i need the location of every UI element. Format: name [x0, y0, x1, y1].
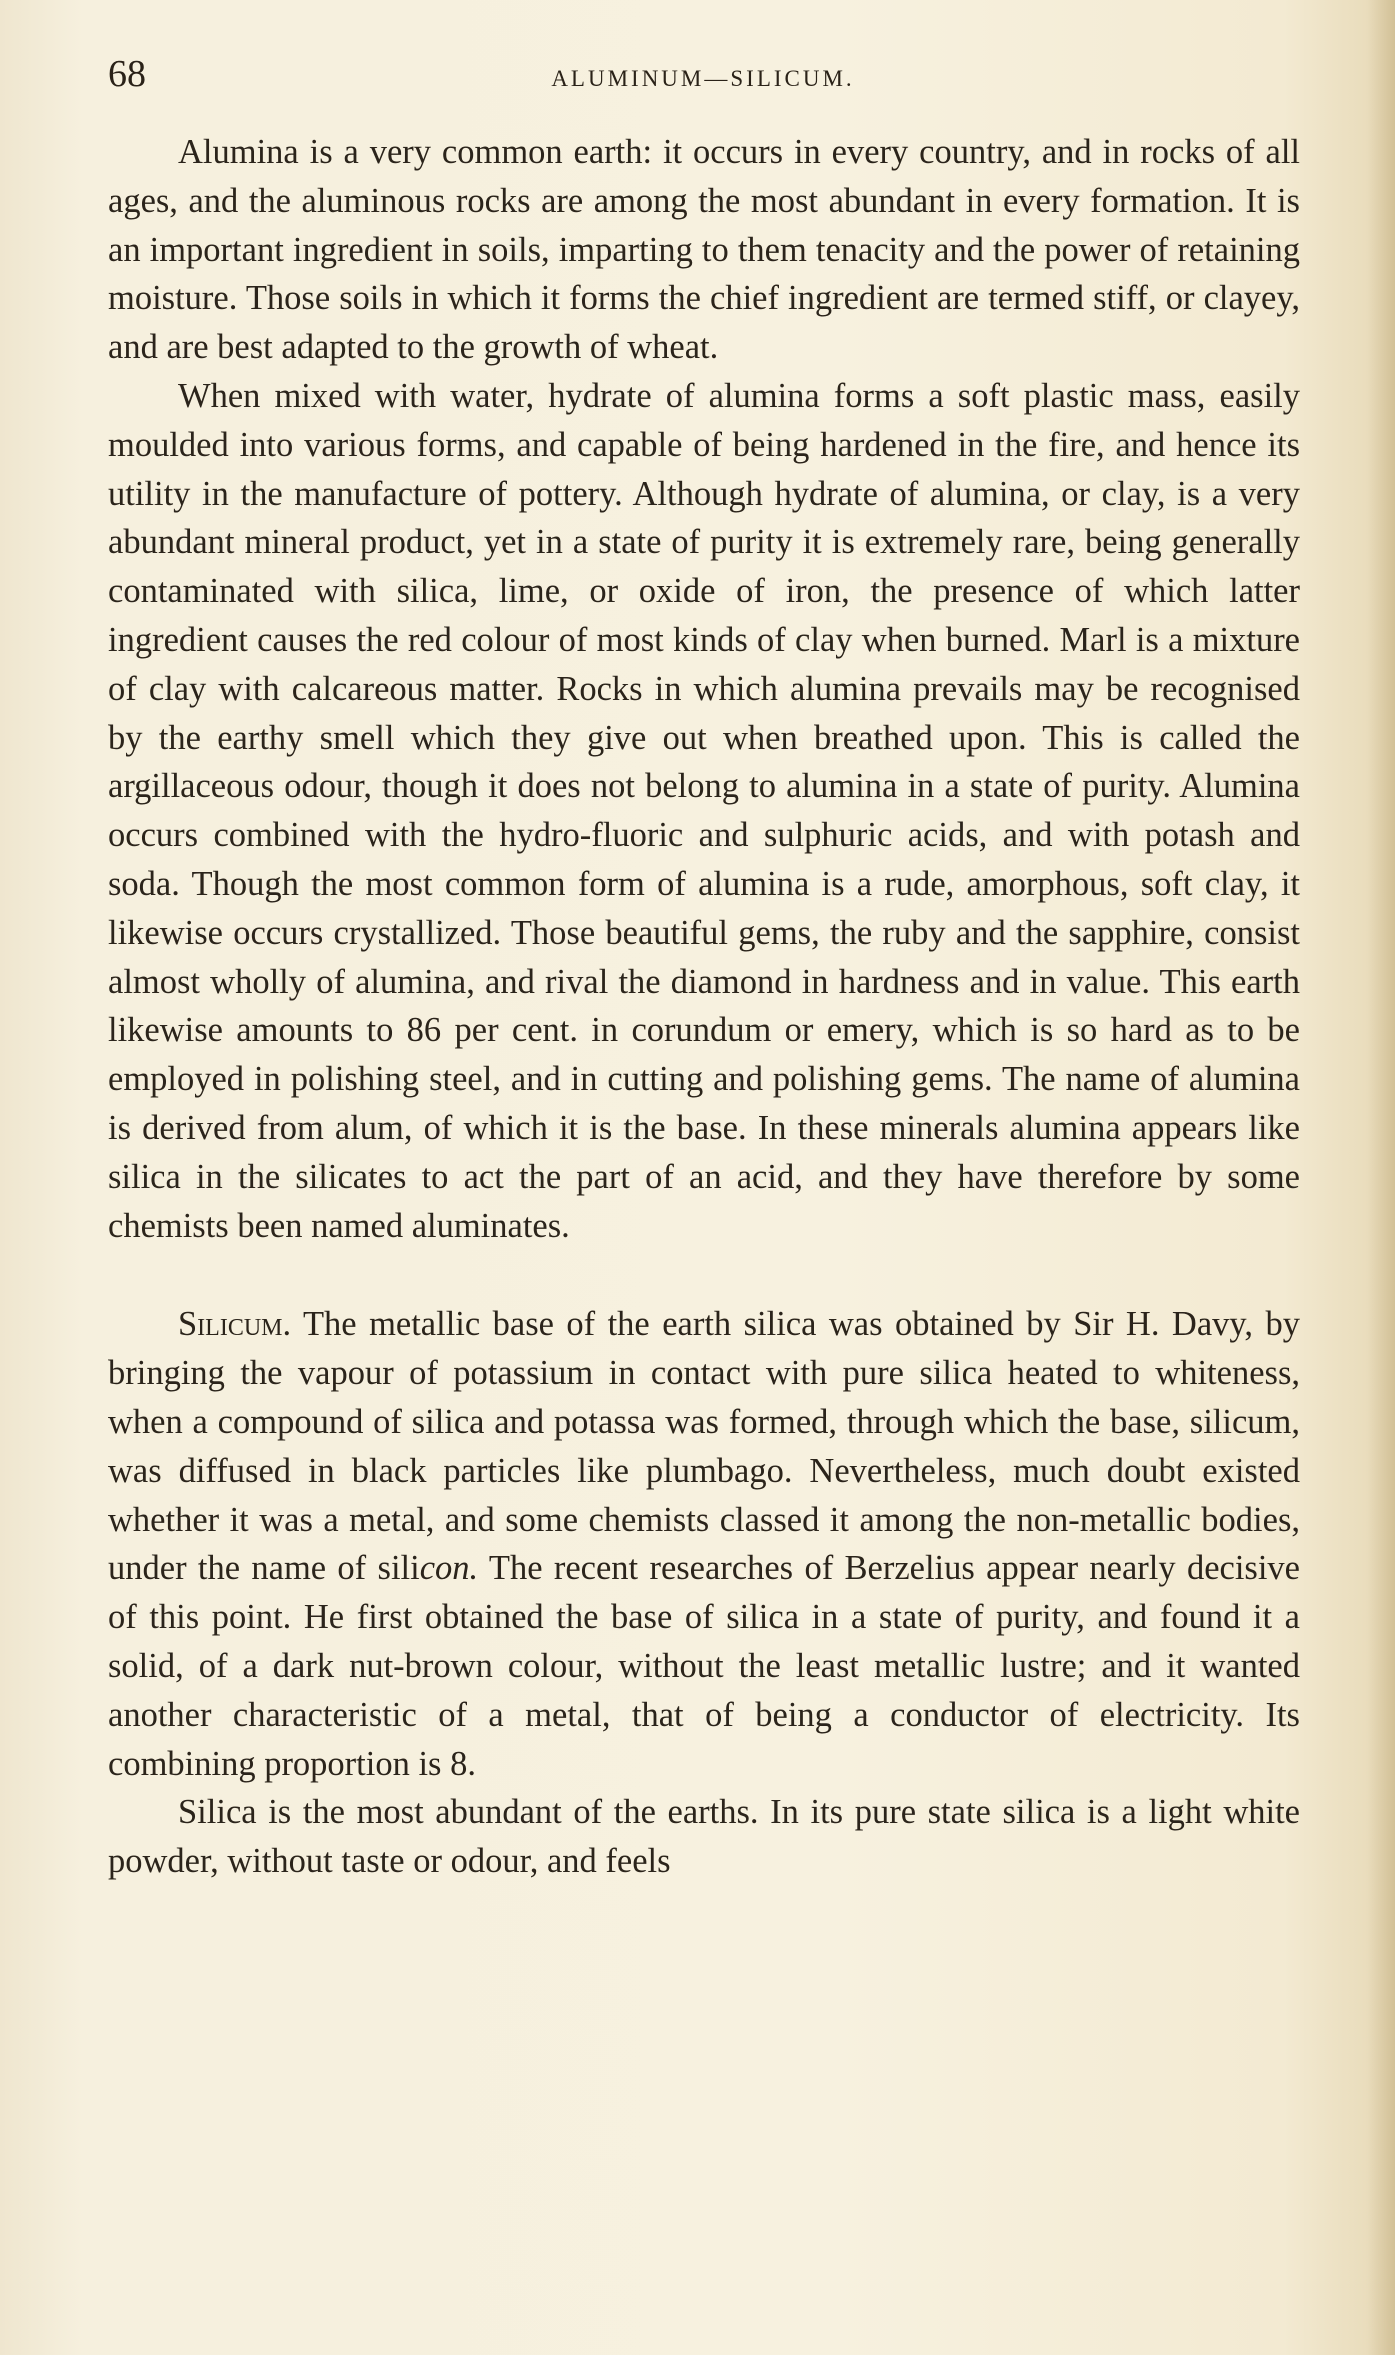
running-title: ALUMINUM—SILICUM.	[551, 66, 855, 91]
silicum-italic: con.	[419, 1549, 479, 1588]
paragraph-silicum	[108, 1300, 1300, 1788]
page-number: 68	[108, 53, 146, 95]
silicum-text-part1: The metallic base of the earth silica was obtained by Sir H. Davy, by bringing the vapour of potassium in contact with pure silica heated to whiteness, when a compound of silica and potassa was formed, through which the base, silicum, was diffused in black particles like plumbago. Nevertheless, much doubt existed whether it was a metal, and some chemists classed it among the non-metallic bodies, under the name of sili	[108, 1305, 1300, 1588]
page-edge-shadow	[1367, 0, 1395, 2355]
running-head	[108, 52, 1298, 112]
paragraph-silica: Silica is the most abundant of the earths. In its pure state silica is a light white powder, without taste or odour, and feels	[108, 1793, 1300, 1881]
silicum-text-part2: The recent researches of Berzelius appear nearly decisive of this point. He first obtained the base of silica in a state of purity, and found it a solid, of a dark nut-brown colour, without the least metallic lustre; and it wanted another characteristic of a metal, that of being a conductor of electricity. Its combining proportion is 8.	[108, 1549, 1300, 1783]
section-lead-silicum: Silicum.	[178, 1305, 292, 1344]
body-text	[108, 128, 1300, 1886]
paragraph-alumina-properties: When mixed with water, hydrate of alumina forms a soft plastic mass, easily moulded into various forms, and capable of being hardened in the fire, and hence its utility in the manufacture of pottery. Although hydrate of alumina, or clay, is a very abundant mineral product, yet in a state of purity it is extremely rare, being generally contaminated with silica, lime, or oxide of iron, the presence of which latter ingredient causes the red colour of most kinds of clay when burned. Marl is a mixture of clay with calcareous matter. Rocks in which alumina prevails may be recognised by the earthy smell which they give out when breathed upon. This is called the argillaceous odour, though it does not belong to alumina in a state of purity. Alumina occurs combined with the hydro-fluoric and sulphuric acids, and with potash and soda. Though the most common form of alumina is a rude, amorphous, soft clay, it likewise occurs crystallized. Those beautiful gems, the ruby and the sapphire, consist almost wholly of alumina, and rival the diamond in hardness and in value. This earth likewise amounts to 86 per cent. in corundum or emery, which is so hard as to be employed in polishing steel, and in cutting and polishing gems. The name of alumina is derived from alum, of which it is the base. In these minerals alumina appears like silica in the silicates to act the part of an acid, and they have therefore by some chemists been named aluminates.	[108, 376, 1300, 1245]
paragraph-alumina-intro: Alumina is a very common earth: it occurs in every country, and in rocks of all ages, and the aluminous rocks are among the most abundant in every formation. It is an important ingredient in soils, imparting to them tenacity and the power of retaining moisture. Those soils in which it forms the chief ingredient are termed stiff, or clayey, and are best adapted to the growth of wheat.	[108, 133, 1300, 367]
